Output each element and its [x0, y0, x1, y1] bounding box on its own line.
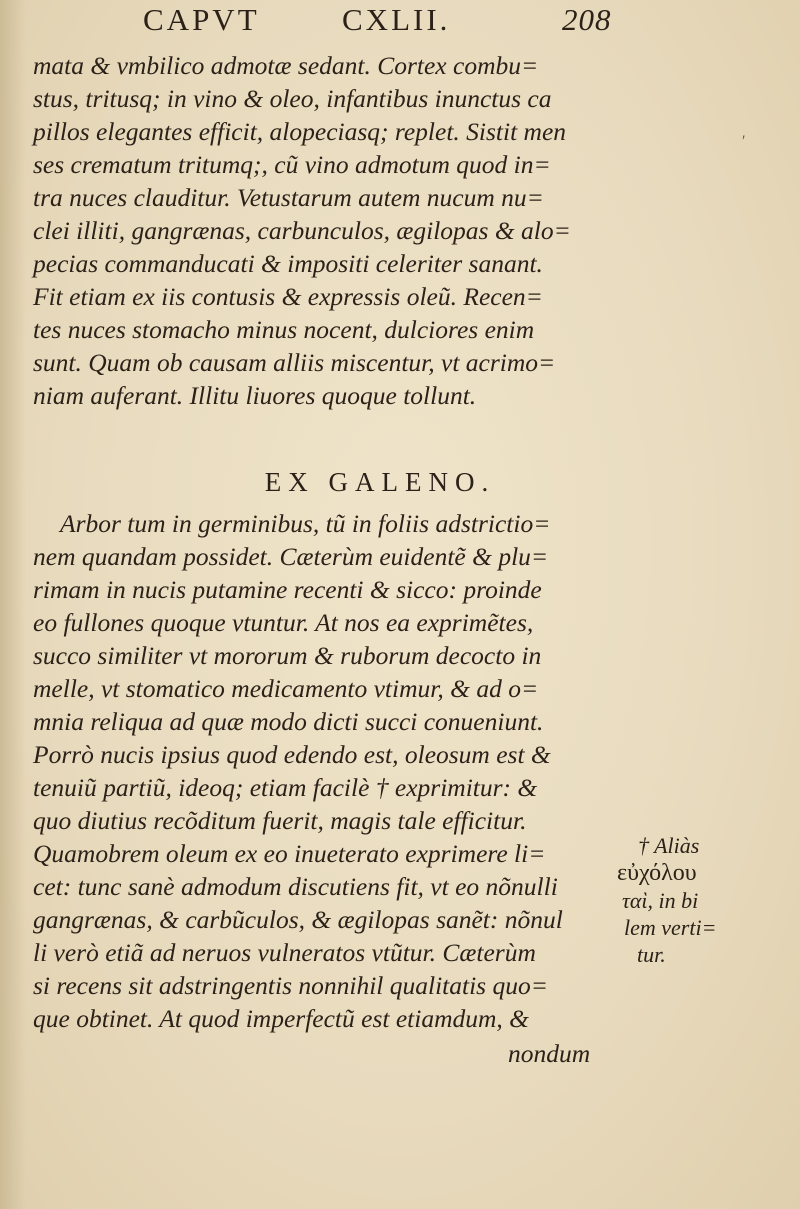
- text-line: clei illiti, gangrænas, carbunculos, ægilopas & alo=: [33, 216, 571, 245]
- text-line: Quamobrem oleum ex eo inueterato exprimere li=: [33, 839, 546, 868]
- catchword: nondum: [508, 1039, 591, 1068]
- text-line: quo diutius recõditum fuerit, magis tale efficitur.: [33, 806, 527, 835]
- text-line: mata & vmbilico admotæ sedant. Cortex combu=: [33, 51, 539, 80]
- margin-note-line: εὐχόλου: [617, 860, 697, 886]
- text-line: Fit etiam ex iis contusis & expressis oleũ. Recen=: [33, 282, 543, 311]
- text-line: que obtinet. At quod imperfectũ est etiamdum, &: [33, 1004, 529, 1033]
- text-line: nem quandam possidet. Cæterùm euidentẽ & plu=: [33, 542, 549, 571]
- header-chapter-word: CAPVT: [143, 2, 260, 37]
- text-line: sunt. Quam ob causam alliis miscentur, vt acrimo=: [33, 348, 556, 377]
- text-line: eo fullones quoque vtuntur. At nos ea exprimẽtes,: [33, 608, 534, 637]
- text-line: niam auferant. Illitu liuores quoque tollunt.: [33, 381, 477, 410]
- text-line: gangrænas, & carbũculos, & ægilopas sanẽt: nõnul: [33, 905, 563, 934]
- text-line: Arbor tum in germinibus, tũ in foliis adstrictio=: [60, 509, 551, 538]
- section-heading: EX GALENO.: [264, 467, 496, 497]
- text-line: tenuiũ partiũ, ideoq; etiam facilè † exprimitur: &: [33, 773, 538, 802]
- margin-note-line: lem verti=: [624, 915, 717, 940]
- page-number: 208: [562, 2, 612, 37]
- margin-note-line: ταὶ, in bi: [622, 888, 699, 913]
- text-line: li verò etiã ad neruos vulneratos vtũtur. Cæterùm: [33, 938, 536, 967]
- ink-mark: ′: [742, 133, 746, 150]
- text-line: stus, tritusq; in vino & oleo, infantibus inunctus ca: [33, 84, 552, 113]
- text-line: cet: tunc sanè admodum discutiens fit, vt eo nõnulli: [33, 872, 558, 901]
- margin-note-line: † Aliàs: [638, 833, 700, 858]
- text-line: succo similiter vt mororum & ruborum decocto in: [33, 641, 542, 670]
- text-line: tra nuces clauditur. Vetustarum autem nucum nu=: [33, 183, 544, 212]
- header-chapter-numeral: CXLII.: [342, 2, 451, 37]
- text-line: pecias commanducati & impositi celeriter sanant.: [33, 249, 543, 278]
- text-line: ses crematum tritumq;, cũ vino admotum quod in=: [33, 150, 551, 179]
- text-line: tes nuces stomacho minus nocent, dulciores enim: [33, 315, 535, 344]
- text-line: pillos elegantes efficit, alopeciasq; replet. Sistit men: [33, 117, 567, 146]
- text-line: Porrò nucis ipsius quod edendo est, oleosum est &: [33, 740, 551, 769]
- text-line: rimam in nucis putamine recenti & sicco: proinde: [33, 575, 542, 604]
- text-line: mnia reliqua ad quæ modo dicti succi conueniunt.: [33, 707, 544, 736]
- text-line: si recens sit adstringentis nonnihil qualitatis quo=: [33, 971, 548, 1000]
- text-line: melle, vt stomatico medicamento vtimur, & ad o=: [33, 674, 539, 703]
- margin-note-line: tur.: [637, 942, 666, 967]
